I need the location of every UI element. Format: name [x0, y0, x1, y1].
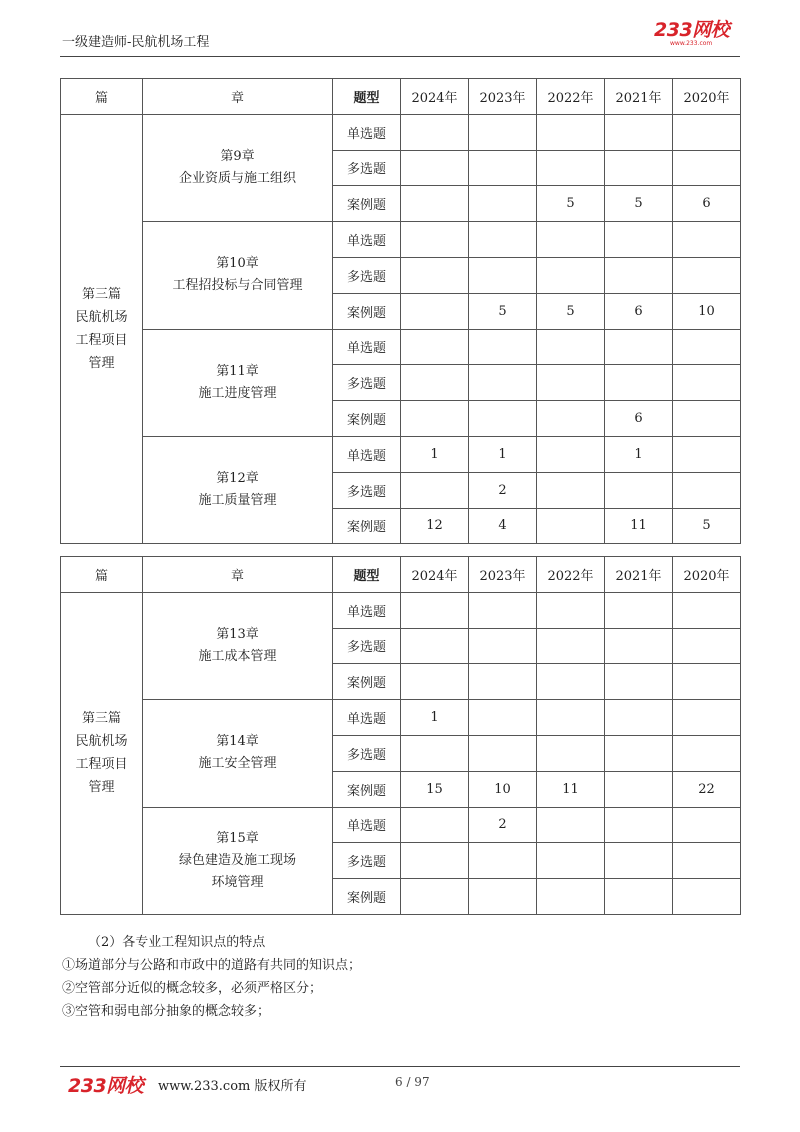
count-cell	[537, 222, 605, 258]
count-cell: 1	[401, 700, 469, 736]
logo-text: 233网校	[654, 19, 730, 41]
count-cell	[673, 664, 741, 700]
count-cell	[605, 222, 673, 258]
header-year: 2024年	[401, 79, 469, 115]
count-cell	[537, 401, 605, 437]
header-part: 篇	[61, 79, 143, 115]
chapter-number: 第14章	[216, 734, 259, 750]
count-cell: 10	[469, 771, 537, 807]
header-chapter: 章	[143, 79, 333, 115]
count-cell: 5	[673, 508, 741, 544]
count-cell: 5	[537, 293, 605, 329]
chapter-title: 环境管理	[211, 874, 264, 890]
chapter-number: 第12章	[216, 471, 259, 487]
count-cell	[673, 879, 741, 915]
chapter-cell	[143, 436, 333, 543]
part-line: 管理	[88, 780, 115, 796]
count-cell	[469, 843, 537, 879]
body-paragraph: ②空管部分近似的概念较多，必须严格区分；	[62, 981, 323, 996]
count-cell	[469, 257, 537, 293]
count-cell	[537, 365, 605, 401]
count-cell: 10	[673, 293, 741, 329]
count-cell	[605, 257, 673, 293]
count-cell	[537, 628, 605, 664]
count-cell: 11	[605, 508, 673, 544]
question-type: 多选题	[333, 150, 401, 186]
count-cell	[537, 508, 605, 544]
count-cell	[537, 664, 605, 700]
count-cell: 22	[673, 771, 741, 807]
chapter-cell	[143, 700, 333, 807]
header-question-type: 题型	[333, 557, 401, 593]
count-cell	[469, 222, 537, 258]
count-cell	[537, 150, 605, 186]
count-cell	[401, 807, 469, 843]
header-chapter: 章	[143, 557, 333, 593]
chapter-number: 第10章	[216, 256, 259, 272]
part-line: 民航机场	[75, 310, 128, 326]
brand-logo	[654, 20, 740, 50]
count-cell	[469, 700, 537, 736]
table-row	[61, 222, 741, 258]
question-type: 单选题	[333, 329, 401, 365]
count-cell: 5	[605, 186, 673, 222]
question-type: 单选题	[333, 222, 401, 258]
count-cell	[673, 401, 741, 437]
question-type: 单选题	[333, 436, 401, 472]
count-cell	[673, 222, 741, 258]
count-cell	[673, 114, 741, 150]
table-header-row	[61, 557, 741, 593]
count-cell	[401, 222, 469, 258]
document-title: 一级建造师-民航机场工程	[62, 35, 210, 50]
count-cell: 5	[469, 293, 537, 329]
count-cell	[605, 592, 673, 628]
count-cell: 12	[401, 508, 469, 544]
count-cell	[469, 150, 537, 186]
count-cell	[605, 114, 673, 150]
question-type: 案例题	[333, 771, 401, 807]
count-cell	[605, 700, 673, 736]
header-year: 2021年	[605, 79, 673, 115]
count-cell	[401, 365, 469, 401]
header-year: 2021年	[605, 557, 673, 593]
count-cell	[673, 807, 741, 843]
question-type: 单选题	[333, 700, 401, 736]
section-heading: （2）各专业工程知识点的特点	[88, 935, 266, 950]
count-cell: 2	[469, 472, 537, 508]
count-cell	[605, 771, 673, 807]
question-type: 多选题	[333, 735, 401, 771]
copyright-text: www.233.com 版权所有	[158, 1079, 307, 1094]
count-cell	[401, 879, 469, 915]
count-cell: 2	[469, 807, 537, 843]
table-row	[61, 114, 741, 150]
count-cell	[537, 472, 605, 508]
question-type: 案例题	[333, 293, 401, 329]
count-cell: 1	[605, 436, 673, 472]
question-type: 单选题	[333, 592, 401, 628]
chapter-cell	[143, 329, 333, 436]
count-cell: 6	[673, 186, 741, 222]
count-cell	[673, 257, 741, 293]
count-cell	[401, 150, 469, 186]
count-cell	[537, 700, 605, 736]
table-header-row	[61, 79, 741, 115]
count-cell	[469, 114, 537, 150]
question-type: 案例题	[333, 508, 401, 544]
count-cell	[537, 879, 605, 915]
count-cell	[673, 436, 741, 472]
chapter-cell	[143, 807, 333, 914]
header-question-type: 题型	[333, 79, 401, 115]
count-cell	[401, 186, 469, 222]
exam-stats-table-1	[60, 78, 741, 544]
question-type: 多选题	[333, 843, 401, 879]
question-type: 多选题	[333, 257, 401, 293]
chapter-title: 企业资质与施工组织	[178, 170, 296, 186]
header-part: 篇	[61, 557, 143, 593]
chapter-title: 施工质量管理	[198, 493, 277, 509]
chapter-number: 第13章	[216, 626, 259, 642]
chapter-cell	[143, 114, 333, 221]
count-cell	[469, 879, 537, 915]
count-cell	[605, 150, 673, 186]
logo-url: www.233.com	[670, 40, 713, 47]
count-cell	[469, 401, 537, 437]
footer-logo: 233网校	[68, 1075, 144, 1097]
count-cell	[673, 735, 741, 771]
count-cell: 5	[537, 186, 605, 222]
count-cell	[605, 735, 673, 771]
count-cell	[673, 365, 741, 401]
header-year: 2023年	[469, 557, 537, 593]
count-cell	[537, 257, 605, 293]
header-year: 2022年	[537, 557, 605, 593]
count-cell	[469, 329, 537, 365]
part-line: 管理	[88, 356, 115, 372]
count-cell	[537, 329, 605, 365]
count-cell	[605, 628, 673, 664]
question-type: 案例题	[333, 879, 401, 915]
part-line: 第三篇	[81, 711, 121, 727]
count-cell	[401, 628, 469, 664]
table-row	[61, 592, 741, 628]
count-cell	[469, 186, 537, 222]
part-line: 第三篇	[81, 287, 121, 303]
question-type: 案例题	[333, 664, 401, 700]
count-cell	[401, 293, 469, 329]
count-cell	[401, 329, 469, 365]
chapter-cell	[143, 592, 333, 699]
header-year: 2024年	[401, 557, 469, 593]
count-cell	[401, 401, 469, 437]
count-cell: 1	[401, 436, 469, 472]
count-cell	[401, 472, 469, 508]
count-cell	[401, 114, 469, 150]
count-cell	[401, 735, 469, 771]
header-year: 2023年	[469, 79, 537, 115]
count-cell	[537, 436, 605, 472]
count-cell	[673, 329, 741, 365]
count-cell	[673, 592, 741, 628]
body-paragraph: ①场道部分与公路和市政中的道路有共同的知识点；	[62, 958, 362, 973]
count-cell	[673, 700, 741, 736]
question-type: 案例题	[333, 401, 401, 437]
part-cell	[61, 114, 143, 544]
header-year: 2020年	[673, 557, 741, 593]
count-cell	[605, 329, 673, 365]
question-type: 单选题	[333, 807, 401, 843]
chapter-title: 工程招投标与合同管理	[172, 278, 303, 294]
chapter-number: 第9章	[220, 148, 255, 164]
chapter-number: 第15章	[216, 830, 259, 846]
count-cell	[401, 257, 469, 293]
count-cell	[469, 735, 537, 771]
exam-stats-table-2	[60, 556, 741, 915]
count-cell: 6	[605, 401, 673, 437]
chapter-title: 施工进度管理	[198, 385, 277, 401]
chapter-number: 第11章	[216, 363, 259, 379]
count-cell	[673, 472, 741, 508]
chapter-title: 施工成本管理	[198, 648, 277, 664]
count-cell	[605, 843, 673, 879]
table-row	[61, 700, 741, 736]
footer-divider	[60, 1066, 740, 1067]
chapter-cell	[143, 222, 333, 329]
part-line: 工程项目	[75, 757, 128, 773]
count-cell	[537, 807, 605, 843]
header-year: 2022年	[537, 79, 605, 115]
count-cell	[401, 664, 469, 700]
chapter-title: 施工安全管理	[198, 756, 277, 772]
table-row	[61, 329, 741, 365]
count-cell	[605, 807, 673, 843]
question-type: 多选题	[333, 365, 401, 401]
count-cell	[469, 628, 537, 664]
count-cell	[537, 114, 605, 150]
body-paragraph: ③空管和弱电部分抽象的概念较多；	[62, 1004, 271, 1019]
count-cell	[673, 628, 741, 664]
count-cell	[401, 843, 469, 879]
header-year: 2020年	[673, 79, 741, 115]
count-cell	[537, 592, 605, 628]
count-cell	[401, 592, 469, 628]
count-cell	[673, 150, 741, 186]
count-cell	[469, 365, 537, 401]
count-cell	[605, 472, 673, 508]
count-cell: 11	[537, 771, 605, 807]
chapter-title: 绿色建造及施工现场	[178, 852, 296, 868]
count-cell	[469, 592, 537, 628]
table-row	[61, 807, 741, 843]
question-type: 案例题	[333, 186, 401, 222]
question-type: 多选题	[333, 628, 401, 664]
header-divider	[60, 56, 740, 57]
question-type: 单选题	[333, 114, 401, 150]
count-cell	[605, 365, 673, 401]
part-line: 工程项目	[75, 333, 128, 349]
count-cell	[469, 664, 537, 700]
part-line: 民航机场	[75, 734, 128, 750]
count-cell: 1	[469, 436, 537, 472]
count-cell: 4	[469, 508, 537, 544]
count-cell	[605, 879, 673, 915]
count-cell: 15	[401, 771, 469, 807]
count-cell	[537, 843, 605, 879]
count-cell	[537, 735, 605, 771]
count-cell	[673, 843, 741, 879]
count-cell: 6	[605, 293, 673, 329]
question-type: 多选题	[333, 472, 401, 508]
part-cell	[61, 592, 143, 914]
page-number: 6 / 97	[395, 1075, 430, 1089]
count-cell	[605, 664, 673, 700]
table-row	[61, 436, 741, 472]
